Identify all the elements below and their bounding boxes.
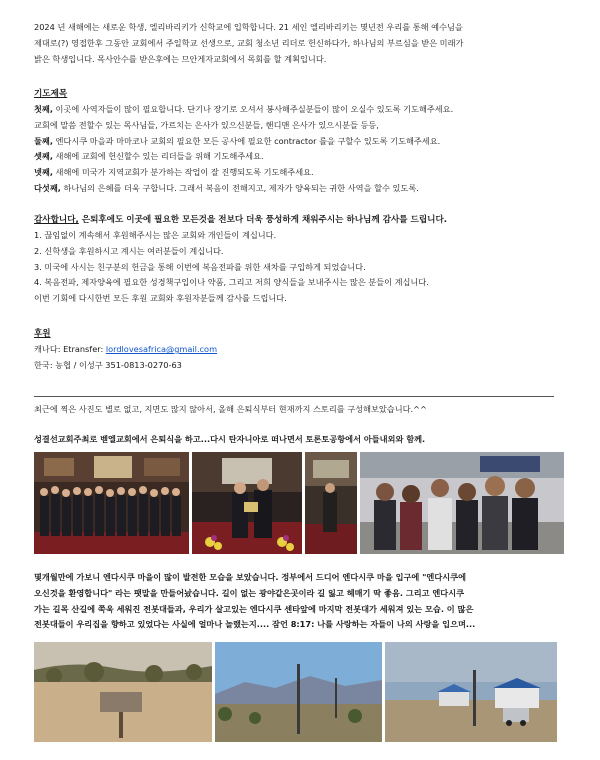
prayer-item: 셋째, 새해에 교회에 헌신할수 있는 리더들을 위해 기도해주세요. xyxy=(34,151,264,162)
thanks-item: 3. 미국에 사시는 친구분의 헌금을 통해 이번에 복음전파를 위한 새차를 구입하게 되었습니다. xyxy=(34,261,366,272)
support-canada: 캐나다: Etransfer: lordlovesafrica@gmail.com xyxy=(34,344,218,354)
email-link[interactable]: lordlovesafrica@gmail.com xyxy=(105,344,218,354)
airport-family-photo xyxy=(360,452,564,554)
retirement-ceremony-photo xyxy=(34,452,189,554)
plaque-presentation-photo xyxy=(192,452,302,554)
caption-2-line: 몇개월만에 가보니 엔다시쿠 마을이 많이 발전한 모습을 보았습니다. 정부에서 드디어 엔다시쿠 마을 입구에 "엔다시쿠에 xyxy=(34,572,466,582)
prayer-item: 다섯째, 하나님의 은혜를 더욱 구합니다. 그래서 복음이 전해지고, 제자가 양육되는 귀한 사역을 할수 있도록. xyxy=(34,182,419,193)
prayer-item: 첫째, 이곳에 사역자들이 많이 필요합니다. 단기나 장기로 오셔서 봉사해주실분들이 많이 오실수 있도록 기도해주세요. xyxy=(34,104,454,114)
prayer-heading: 기도제목 xyxy=(34,89,68,99)
divider xyxy=(34,396,554,397)
intro-line: 밝은 학생입니다. 목사안수를 받은후에는 므안게자교회에서 목회를 할 계획입니다. xyxy=(34,53,327,64)
intro-paragraph xyxy=(34,20,564,67)
thanks-item: 4. 복음전파, 제자양육에 필요한 성경책구입이나 약품, 그리고 저희 양식들을 보내주시는 많은 분들이 계십니다. xyxy=(34,277,429,288)
welcome-sign-photo xyxy=(34,642,212,742)
prayer-item: 교회에 말씀 전할수 있는 목사님들, 가르치는 은사가 있으신분들, 핸디맨 은사가 있으시분들 등등, xyxy=(34,119,379,130)
caption-1 xyxy=(34,432,564,448)
thanks-item: 2. 신학생을 후원하시고 계시는 여러분들이 계십니다. xyxy=(34,245,224,256)
story-intro xyxy=(34,402,564,418)
prayer-section xyxy=(34,86,564,197)
support-section xyxy=(34,326,564,374)
prayer-item: 둘째, 엔다시쿠 마을과 마마코나 교회의 필요한 모든 공사에 필요한 contractor 를을 구할수 있도록 기도해주세요. xyxy=(34,135,441,146)
support-korea: 한국: 농협 / 이성구 351-0813-0270-63 xyxy=(34,359,182,370)
thanks-closing: 이번 기회에 다시한번 모든 후원 교회와 후원자분들께 감사를 드립니다. xyxy=(34,293,287,304)
caption-2-line: 전봇대들이 우리집을 향하고 있었다는 사실에 얼마나 놀랬는지.... 잠언 8:17: 나를 사랑하는 자들이 나의 사랑을 입으며... xyxy=(34,619,476,630)
endasiku-center-photo xyxy=(385,642,557,742)
intro-line: 2024 년 새해에는 새로운 학생, 엘리바리키가 신학교에 입학합니다. 21 세인 엘리바리키는 몇년전 우리를 통해 예수님을 xyxy=(34,22,463,32)
caption-2 xyxy=(34,570,564,633)
thanks-item: 1. 끊임없이 계속해서 후원해주시는 많은 교회와 개인들이 계십니다. xyxy=(34,230,277,240)
thanks-heading: 감사합니다, 은퇴후에도 이곳에 필요한 모든것을 전보다 더욱 풍성하게 채워주시는 하나님께 감사를 드립니다. xyxy=(34,215,448,225)
prayer-item: 넷째, 새해에 미국가 지역교회가 분가하는 작업이 잘 진행되도록 기도해주세요. xyxy=(34,167,314,178)
thanks-section xyxy=(34,212,564,307)
church-interior-photo xyxy=(305,452,357,554)
caption-2-line: 가는 길목 산길에 쭉욱 세워진 전봇대들과, 우리가 살고있는 엔다시쿠 센타앞에 마지막 전봇대가 세워져 있는 모습. 이 많은 xyxy=(34,603,474,614)
caption-1-text: 성결선교회주최로 벧엘교회에서 은퇴식을 하고...다시 탄자니아로 떠나면서 토론토공항에서 아들내외와 함께. xyxy=(34,434,426,444)
story-intro-text: 최근에 찍은 사진도 별로 없고, 지면도 많지 않아서, 올해 은퇴식부터 현재까지 스토리를 구성해보았습니다.^^ xyxy=(34,404,427,414)
power-poles-mountain-photo xyxy=(215,642,382,742)
caption-2-line: 오신것을 환영합니다" 라는 팻말을 만들어놨습니다. 길이 없는 광야같은곳이라 길 잃고 헤매기 딱 좋음. 그리고 엔다시쿠 xyxy=(34,587,465,598)
intro-line: 제대로(?) 영접한후 그동안 교회에서 주일학교 선생으로, 교회 청소년 리더로 헌신하다가, 하나님의 부르심을 받은 미래가 xyxy=(34,37,464,48)
support-heading: 후원 xyxy=(34,329,51,339)
